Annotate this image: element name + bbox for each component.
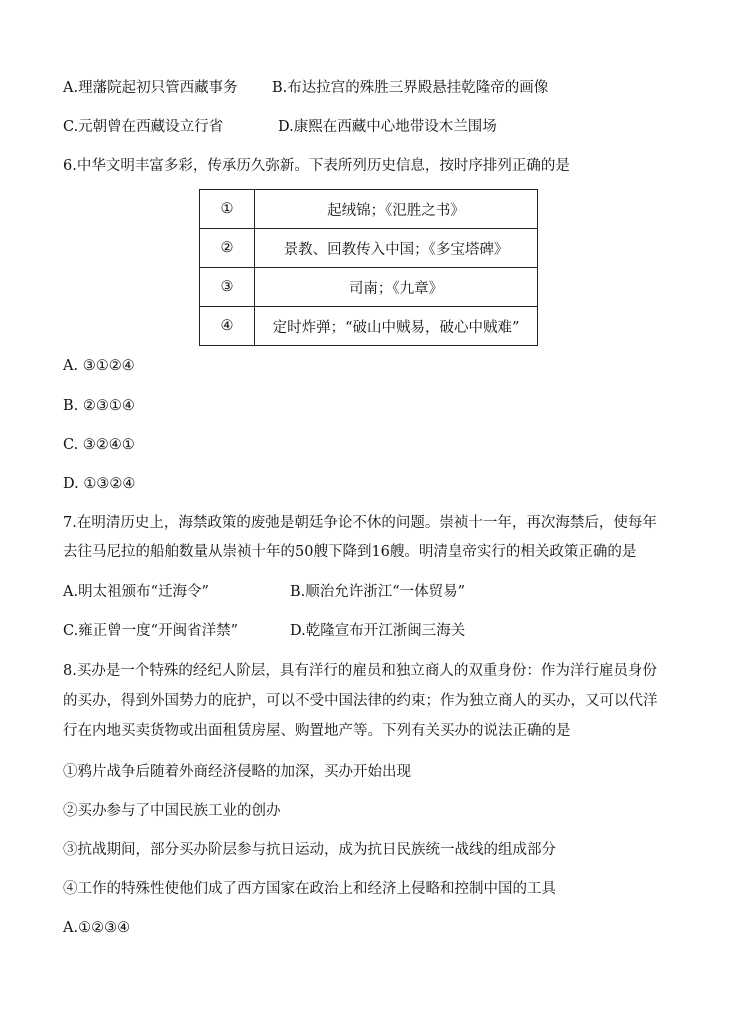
q5-option-c: C.元朝曾在西藏设立行省 (63, 119, 224, 135)
table-row-content: 定时炸弹；“破山中贼易，破心中贼难” (255, 307, 538, 346)
q6-option-d: D. ①③②④ (63, 476, 136, 492)
q8-option-a: A.①②③④ (63, 920, 131, 936)
q8-stem-line-3: 行在内地买卖货物或出面租赁房屋、购置地产等。下列有关买办的说法正确的是 (63, 723, 571, 739)
q8-statement-2: ②买办参与了中国民族工业的创办 (63, 803, 281, 819)
table-row-number: ④ (200, 307, 255, 346)
q8-statement-4: ④工作的特殊性使他们成了西方国家在政治上和经济上侵略和控制中国的工具 (63, 881, 556, 897)
q7-stem-line-2: 去往马尼拉的船舶数量从崇祯十年的50艘下降到16艘。明清皇帝实行的相关政策正确的是 (63, 544, 637, 560)
q8-statement-3: ③抗战期间，部分买办阶层参与抗日运动，成为抗日民族统一战线的组成部分 (63, 842, 556, 858)
q6-history-table (199, 189, 538, 346)
table-row-content: 起绒锦；《氾胜之书》 (255, 190, 538, 229)
q5-option-b: B.布达拉宫的殊胜三界殿悬挂乾隆帝的画像 (272, 80, 549, 96)
q5-option-d: D.康熙在西藏中心地带设木兰围场 (278, 119, 497, 135)
q6-stem: 6.中华文明丰富多彩，传承历久弥新。下表所列历史信息，按时序排列正确的是 (63, 158, 570, 174)
q7-option-a: A.明太祖颁布“迁海令” (63, 584, 209, 600)
q5-option-a: A.理藩院起初只管西藏事务 (63, 80, 238, 96)
q7-option-d: D.乾隆宣布开江浙闽三海关 (290, 623, 466, 639)
table-row-content: 司南；《九章》 (255, 268, 538, 307)
table-row-number: ② (200, 229, 255, 268)
q8-statement-1: ①鸦片战争后随着外商经济侵略的加深，买办开始出现 (63, 764, 411, 780)
q8-stem-line-1: 8.买办是一个特殊的经纪人阶层，具有洋行的雇员和独立商人的双重身份：作为洋行雇员身份 (63, 663, 657, 679)
q6-option-c: C. ③②④① (63, 437, 135, 453)
table-row (200, 190, 538, 229)
table-row-number: ① (200, 190, 255, 229)
q6-option-b: B. ②③①④ (63, 398, 135, 414)
table-row (200, 307, 538, 346)
q7-option-c: C.雍正曾一度“开闽省洋禁” (63, 623, 239, 639)
table-row (200, 229, 538, 268)
q8-stem-line-2: 的买办，得到外国势力的庇护，可以不受中国法律的约束；作为独立商人的买办，又可以代洋 (63, 693, 658, 709)
q7-stem-line-1: 7.在明清历史上，海禁政策的废弛是朝廷争论不休的问题。崇祯十一年，再次海禁后，使每年 (63, 515, 657, 531)
q6-option-a: A. ③①②④ (63, 358, 135, 374)
q7-option-b: B.顺治允许浙江“一体贸易” (290, 584, 466, 600)
table-row-content: 景教、回教传入中国；《多宝塔碑》 (255, 229, 538, 268)
table-row (200, 268, 538, 307)
table-row-number: ③ (200, 268, 255, 307)
